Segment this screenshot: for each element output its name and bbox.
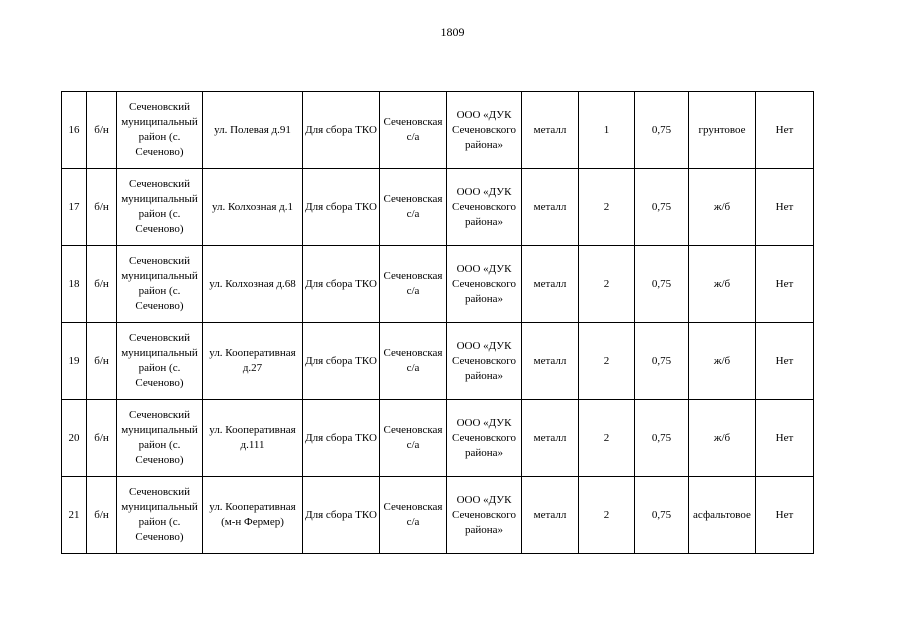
- cell-volume: 0,75: [635, 323, 689, 400]
- cell-fence: Нет: [756, 246, 814, 323]
- cell-reg: б/н: [87, 400, 117, 477]
- cell-num: 19: [62, 323, 87, 400]
- cell-address: ул. Колхозная д.68: [203, 246, 303, 323]
- cell-fence: Нет: [756, 400, 814, 477]
- cell-fence: Нет: [756, 323, 814, 400]
- cell-count: 2: [579, 323, 635, 400]
- cell-fence: Нет: [756, 92, 814, 169]
- cell-settlement: Сеченовская с/а: [380, 92, 447, 169]
- cell-fence: Нет: [756, 169, 814, 246]
- cell-volume: 0,75: [635, 400, 689, 477]
- table-row: [62, 169, 814, 246]
- cell-num: 21: [62, 477, 87, 554]
- cell-district: Сеченовский муниципальный район (с. Сеченово): [117, 400, 203, 477]
- cell-volume: 0,75: [635, 246, 689, 323]
- page-number: 1809: [440, 25, 465, 39]
- cell-num: 20: [62, 400, 87, 477]
- cell-volume: 0,75: [635, 477, 689, 554]
- cell-count: 1: [579, 92, 635, 169]
- cell-count: 2: [579, 169, 635, 246]
- cell-surface: ж/б: [689, 400, 756, 477]
- cell-num: 16: [62, 92, 87, 169]
- cell-material: металл: [522, 169, 579, 246]
- table-row: [62, 246, 814, 323]
- cell-operator: ООО «ДУК Сеченовского района»: [447, 400, 522, 477]
- cell-count: 2: [579, 246, 635, 323]
- cell-material: металл: [522, 323, 579, 400]
- cell-material: металл: [522, 477, 579, 554]
- cell-purpose: Для сбора ТКО: [303, 477, 380, 554]
- cell-reg: б/н: [87, 323, 117, 400]
- cell-purpose: Для сбора ТКО: [303, 246, 380, 323]
- cell-surface: ж/б: [689, 323, 756, 400]
- cell-operator: ООО «ДУК Сеченовского района»: [447, 169, 522, 246]
- cell-surface: ж/б: [689, 246, 756, 323]
- cell-surface: ж/б: [689, 169, 756, 246]
- cell-fence: Нет: [756, 477, 814, 554]
- cell-address: ул. Колхозная д.1: [203, 169, 303, 246]
- cell-reg: б/н: [87, 169, 117, 246]
- cell-surface: грунтовое: [689, 92, 756, 169]
- cell-settlement: Сеченовская с/а: [380, 246, 447, 323]
- cell-purpose: Для сбора ТКО: [303, 92, 380, 169]
- cell-settlement: Сеченовская с/а: [380, 169, 447, 246]
- cell-num: 17: [62, 169, 87, 246]
- cell-material: металл: [522, 246, 579, 323]
- cell-address: ул. Кооперативная д.111: [203, 400, 303, 477]
- table-row: [62, 323, 814, 400]
- waste-sites-table: [61, 91, 814, 554]
- cell-reg: б/н: [87, 477, 117, 554]
- cell-purpose: Для сбора ТКО: [303, 169, 380, 246]
- cell-district: Сеченовский муниципальный район (с. Сеченово): [117, 169, 203, 246]
- cell-material: металл: [522, 400, 579, 477]
- cell-district: Сеченовский муниципальный район (с. Сеченово): [117, 92, 203, 169]
- cell-operator: ООО «ДУК Сеченовского района»: [447, 92, 522, 169]
- cell-operator: ООО «ДУК Сеченовского района»: [447, 323, 522, 400]
- cell-operator: ООО «ДУК Сеченовского района»: [447, 246, 522, 323]
- cell-reg: б/н: [87, 246, 117, 323]
- cell-volume: 0,75: [635, 169, 689, 246]
- cell-purpose: Для сбора ТКО: [303, 400, 380, 477]
- cell-purpose: Для сбора ТКО: [303, 323, 380, 400]
- cell-district: Сеченовский муниципальный район (с. Сеченово): [117, 246, 203, 323]
- cell-district: Сеченовский муниципальный район (с. Сеченово): [117, 477, 203, 554]
- table-row: [62, 477, 814, 554]
- cell-settlement: Сеченовская с/а: [380, 400, 447, 477]
- cell-address: ул. Полевая д.91: [203, 92, 303, 169]
- cell-settlement: Сеченовская с/а: [380, 477, 447, 554]
- cell-operator: ООО «ДУК Сеченовского района»: [447, 477, 522, 554]
- table-row: [62, 92, 814, 169]
- cell-num: 18: [62, 246, 87, 323]
- cell-address: ул. Кооперативная (м-н Фермер): [203, 477, 303, 554]
- table-row: [62, 400, 814, 477]
- cell-reg: б/н: [87, 92, 117, 169]
- cell-address: ул. Кооперативная д.27: [203, 323, 303, 400]
- cell-district: Сеченовский муниципальный район (с. Сеченово): [117, 323, 203, 400]
- cell-count: 2: [579, 400, 635, 477]
- cell-material: металл: [522, 92, 579, 169]
- cell-count: 2: [579, 477, 635, 554]
- cell-settlement: Сеченовская с/а: [380, 323, 447, 400]
- cell-surface: асфальтовое: [689, 477, 756, 554]
- cell-volume: 0,75: [635, 92, 689, 169]
